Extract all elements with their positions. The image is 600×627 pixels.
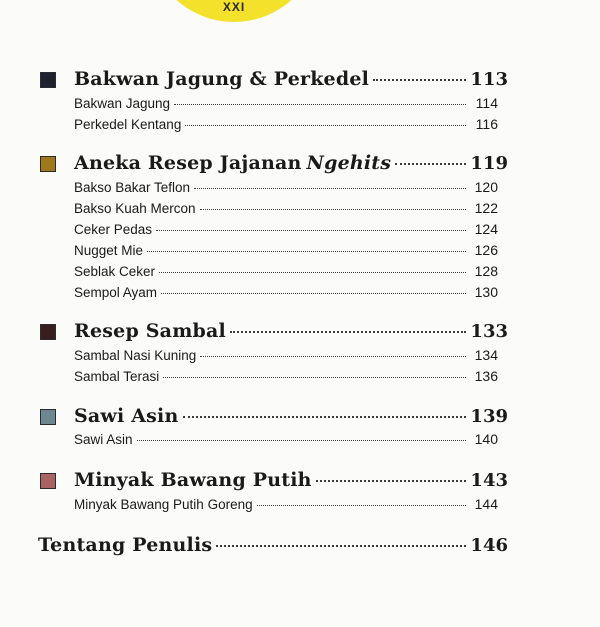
section-title: Aneka Resep Jajanan — [74, 152, 302, 174]
entry-page: 122 — [474, 200, 498, 216]
section-page: 139 — [470, 406, 508, 427]
section-marker-2 — [40, 156, 56, 172]
dot-leader — [194, 188, 466, 189]
entry-page: 114 — [475, 95, 498, 111]
entry-page: 120 — [474, 179, 498, 195]
dot-leader — [137, 440, 466, 441]
entry-title: Bakwan Jagung — [74, 96, 171, 111]
entry-page: 134 — [474, 347, 498, 363]
section-page: 146 — [470, 535, 508, 556]
section-page: 133 — [470, 321, 508, 342]
dot-leader — [373, 79, 466, 81]
toc-entry[interactable] — [74, 347, 498, 363]
section-title: Resep Sambal — [74, 320, 226, 342]
entry-page: 130 — [474, 284, 498, 300]
entry-title: Nugget Mie — [74, 243, 144, 258]
dot-leader — [174, 104, 466, 105]
entry-page: 136 — [474, 368, 498, 384]
toc-entry[interactable] — [74, 200, 498, 216]
section-title-emphasis: Ngehits — [306, 152, 392, 174]
entry-page: 126 — [474, 242, 498, 258]
toc-entry[interactable] — [74, 95, 498, 111]
dot-leader — [159, 272, 466, 273]
toc-section-1[interactable] — [74, 68, 508, 90]
toc-entry[interactable] — [74, 431, 498, 447]
toc-entry[interactable] — [74, 368, 498, 384]
page-number: XXI — [222, 0, 246, 14]
toc-section-5[interactable] — [74, 469, 508, 491]
entry-page: 124 — [474, 221, 498, 237]
toc-entry[interactable] — [74, 242, 498, 258]
toc-closing[interactable] — [38, 534, 508, 556]
section-page: 143 — [470, 470, 508, 491]
entry-page: 144 — [474, 496, 498, 512]
section-marker-5 — [40, 473, 56, 489]
entry-page: 128 — [474, 263, 498, 279]
entry-title: Sambal Terasi — [74, 369, 160, 384]
entry-title: Sempol Ayam — [74, 285, 158, 300]
entry-page: 140 — [474, 431, 498, 447]
section-title: Tentang Penulis — [38, 534, 213, 556]
dot-leader — [163, 377, 466, 378]
toc-section-2[interactable] — [74, 152, 508, 174]
toc-section-3[interactable] — [74, 320, 508, 342]
toc-entry[interactable] — [74, 496, 498, 512]
dot-leader — [316, 480, 467, 482]
dot-leader — [230, 331, 467, 333]
section-marker-4 — [40, 409, 56, 425]
section-title: Minyak Bawang Putih — [74, 469, 312, 491]
dot-leader — [147, 251, 466, 252]
dot-leader — [200, 209, 466, 210]
entry-title: Sawi Asin — [74, 432, 133, 447]
dot-leader — [185, 125, 466, 126]
section-marker-1 — [40, 72, 56, 88]
toc-entry[interactable] — [74, 116, 498, 132]
toc-entry[interactable] — [74, 179, 498, 195]
section-marker-3 — [40, 324, 56, 340]
dot-leader — [216, 545, 466, 547]
entry-title: Minyak Bawang Putih Goreng — [74, 497, 253, 512]
toc-section-4[interactable] — [74, 405, 508, 427]
dot-leader — [156, 230, 466, 231]
toc-entry[interactable] — [74, 284, 498, 300]
toc-entry[interactable] — [74, 221, 498, 237]
section-page: 119 — [470, 153, 508, 174]
dot-leader — [395, 163, 466, 165]
dot-leader — [257, 505, 466, 506]
dot-leader — [183, 416, 467, 418]
entry-title: Ceker Pedas — [74, 222, 153, 237]
section-page: 113 — [470, 69, 508, 90]
section-title: Sawi Asin — [74, 405, 179, 427]
toc-entry[interactable] — [74, 263, 498, 279]
section-title: Bakwan Jagung & Perkedel — [74, 68, 370, 90]
entry-page: 116 — [475, 116, 498, 132]
entry-title: Sambal Nasi Kuning — [74, 348, 197, 363]
entry-title: Bakso Kuah Mercon — [74, 201, 196, 216]
entry-title: Bakso Bakar Teflon — [74, 180, 191, 195]
dot-leader — [161, 293, 466, 294]
page-number-badge — [148, 0, 320, 22]
entry-title: Seblak Ceker — [74, 264, 156, 279]
dot-leader — [200, 356, 466, 357]
entry-title: Perkedel Kentang — [74, 117, 182, 132]
